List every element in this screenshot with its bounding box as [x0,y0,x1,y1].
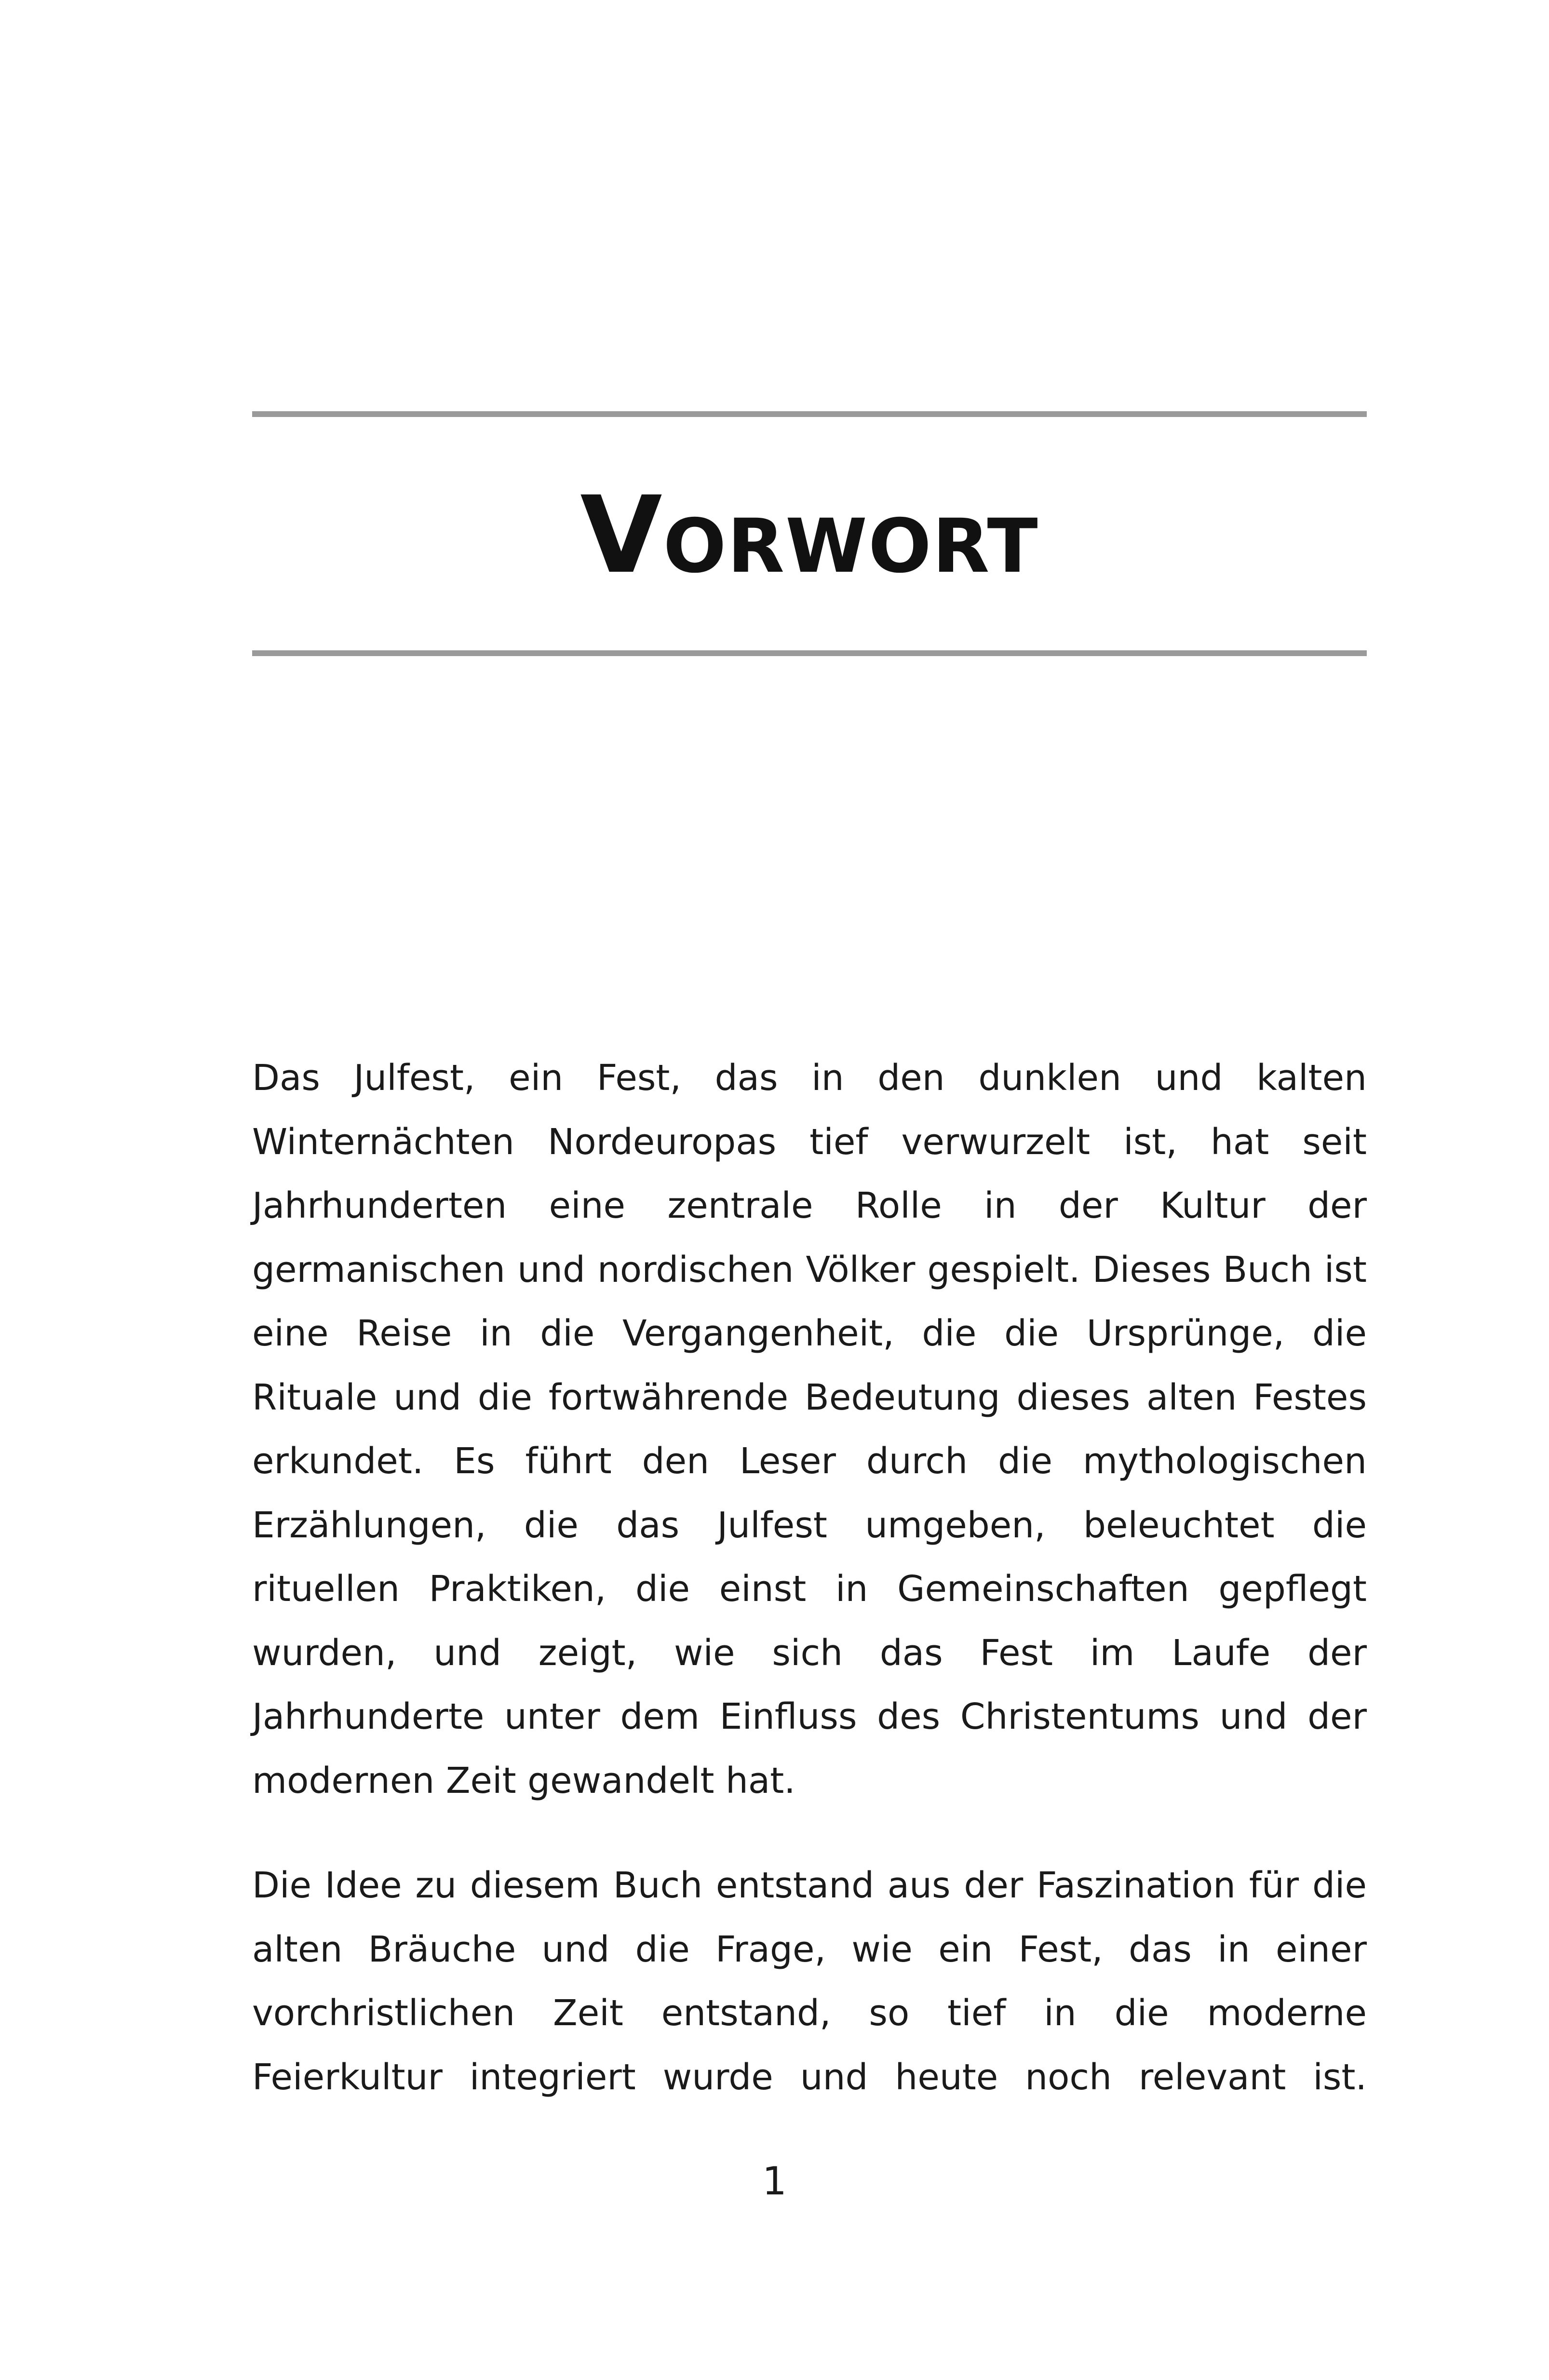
body-text [252,1046,1367,2150]
paragraph: Das Julfest, ein Fest, das in den dunklen und kalten Winternächten Nordeuropas tief verwurzelt ist, hat seit Jahrhunderten eine zentrale Rolle in der Kultur der germanischen und nordischen Völker gespielt. Dieses Buch ist eine Reise in die Vergangenheit, die die Ursprünge, die Rituale und die fortwährende Bedeutung dieses alten Festes erkundet. Es führt den Leser durch die mythologischen Erzählungen, die das Julfest umgeben, beleuchtet die rituellen Praktiken, die einst in Gemeinschaften gepflegt wurden, und zeigt, wie sich das Fest im Laufe der Jahrhunderte unter dem Einfluss des Christentums und der modernen Zeit gewandelt hat. [252,1057,1367,1802]
paragraph: Die Idee zu diesem Buch entstand aus der Faszination für die alten Bräuche und die Frage, wie ein Fest, das in einer vorchristlichen Zeit entstand, so tief in die moderne Feierkultur integriert wurde und heute noch relevant ist. [252,1865,1367,2098]
page-number: 1 [762,2159,787,2204]
chapter-title: Vorwort [580,473,1039,597]
title-rule-top [252,411,1367,417]
title-rule-bottom [252,650,1367,656]
